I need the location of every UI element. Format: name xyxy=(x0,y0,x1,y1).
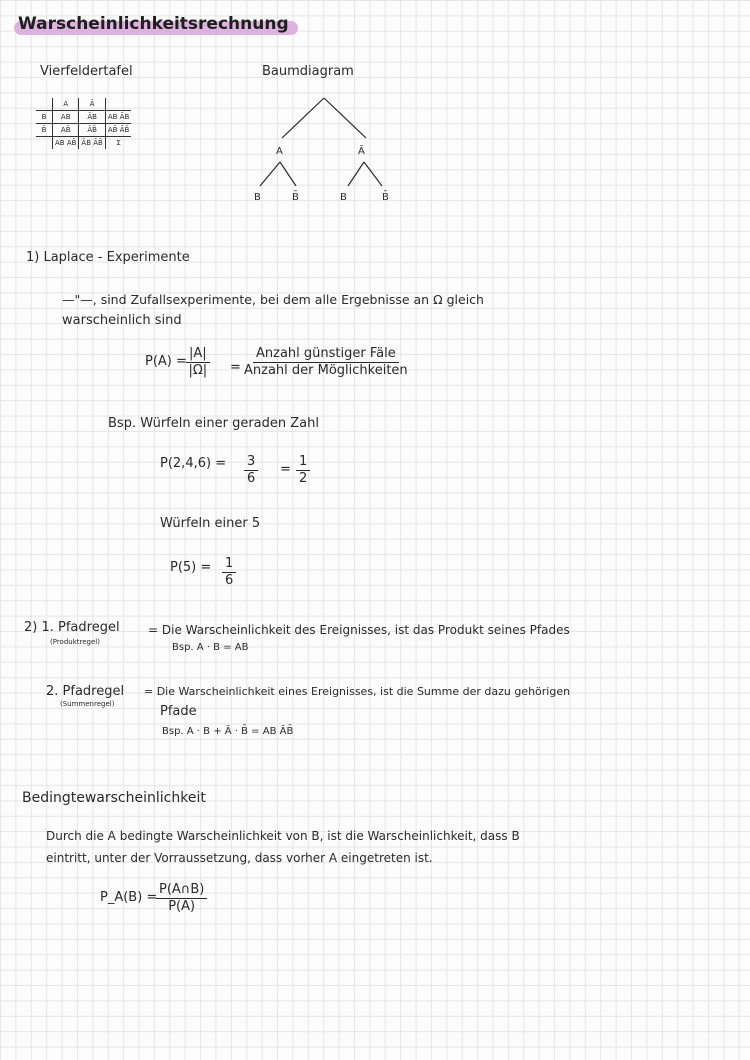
laplace-example-label: Bsp. Würfeln einer geraden Zahl xyxy=(108,416,319,431)
fraction-denominator: Anzahl der Möglichkeiten xyxy=(244,363,408,378)
table-row xyxy=(36,98,131,111)
pfadregel1-example: Bsp. A · B = AB xyxy=(172,642,249,653)
laplace-formula-lhs: P(A) = xyxy=(145,354,187,369)
example1-lhs: P(2,4,6) = xyxy=(160,456,227,471)
fraction-denominator: 6 xyxy=(247,471,256,486)
table-cell: A xyxy=(53,98,79,111)
tree-diagram xyxy=(240,88,420,208)
baumdiagram-label: Baumdiagram xyxy=(262,64,354,79)
vierfeldertafel-label: Vierfeldertafel xyxy=(40,64,133,79)
tree-branch xyxy=(324,98,366,138)
fraction-numerator: |A| xyxy=(186,346,210,363)
example1-fraction xyxy=(244,454,258,487)
tree-branch xyxy=(282,98,324,138)
tree-node-a-bar: Ā xyxy=(358,146,365,157)
tree-branch xyxy=(260,162,280,186)
example1-result-fraction xyxy=(296,454,310,487)
pfadregel1-text: = Die Warscheinlichkeit des Ereignisses, ist das Produkt seines Pfades xyxy=(148,623,570,637)
table-cell: AB̄ ĀB̄ xyxy=(105,124,131,137)
page-title: Warscheinlichkeitsrechnung xyxy=(18,14,289,34)
table-cell: B xyxy=(36,111,53,124)
laplace-fraction-words xyxy=(244,346,408,379)
table-cell xyxy=(36,137,53,150)
table-row xyxy=(36,137,131,150)
example2-fraction xyxy=(222,556,236,589)
pfadregel2-text-line1: = Die Warscheinlichkeit eines Ereignisses, ist die Summe der dazu gehörigen xyxy=(144,685,571,698)
example2-lhs: P(5) = xyxy=(170,560,212,575)
table-cell xyxy=(36,98,53,111)
bedingt-text-line2: eintritt, unter der Vorraussetzung, dass vorher A eingetreten ist. xyxy=(46,851,433,865)
laplace-heading: 1) Laplace - Experimente xyxy=(26,250,190,265)
fraction-denominator: 6 xyxy=(225,573,234,588)
pfadregel1-heading: 2) 1. Pfadregel xyxy=(24,620,120,635)
fraction-denominator: P(A) xyxy=(168,899,196,914)
table-row xyxy=(36,111,131,124)
table-cell: Ā xyxy=(79,98,105,111)
fraction-numerator: 1 xyxy=(222,556,236,573)
fraction-denominator: |Ω| xyxy=(188,363,208,378)
tree-node-a: A xyxy=(276,146,283,157)
pfadregel2-sub: (Summenregel) xyxy=(60,700,115,708)
table-cell: AB̄ xyxy=(53,124,79,137)
pfadregel2-example: Bsp. A · B + Ā · B̄ = AB ĀB̄ xyxy=(162,726,294,737)
bedingt-heading: Bedingtewarscheinlichkeit xyxy=(22,790,206,806)
fraction-denominator: 2 xyxy=(299,471,308,486)
table-cell: AB ĀB xyxy=(105,111,131,124)
tree-node-b-bar: B̄ xyxy=(382,192,389,203)
table-row xyxy=(36,124,131,137)
pfadregel1-sub: (Produktregel) xyxy=(50,638,100,646)
table-cell: ĀB̄ xyxy=(79,124,105,137)
fraction-numerator: 3 xyxy=(244,454,258,471)
laplace-text-line1: —"—, sind Zufallsexperimente, bei dem alle Ergebnisse an Ω gleich xyxy=(62,292,484,307)
equals-sign: = xyxy=(280,462,291,477)
fraction-numerator: 1 xyxy=(296,454,310,471)
tree-node-b: B xyxy=(254,192,261,203)
pfadregel2-text-line2: Pfade xyxy=(160,704,197,719)
tree-node-b-bar: B̄ xyxy=(292,192,299,203)
equals-sign: = xyxy=(230,360,241,375)
tree-branch xyxy=(280,162,296,186)
bedingt-text-line1: Durch die A bedingte Warscheinlichkeit von B, ist die Warscheinlichkeit, dass B xyxy=(46,829,520,843)
table-cell: Σ xyxy=(105,137,131,150)
fraction-numerator: P(A∩B) xyxy=(156,882,207,899)
table-cell: ĀB ĀB̄ xyxy=(79,137,105,150)
bedingt-fraction xyxy=(156,882,207,915)
example2-label: Würfeln einer 5 xyxy=(160,516,261,531)
tree-branch xyxy=(348,162,364,186)
tree-node-b: B xyxy=(340,192,347,203)
fraction-numerator: Anzahl günstiger Fäle xyxy=(253,346,399,363)
table-cell: AB xyxy=(53,111,79,124)
laplace-text-line2: warscheinlich sind xyxy=(62,313,182,328)
laplace-fraction-sets xyxy=(186,346,210,379)
bedingt-formula-lhs: P_A(B) = xyxy=(100,890,158,905)
pfadregel2-heading: 2. Pfadregel xyxy=(46,684,125,699)
table-cell xyxy=(105,98,131,111)
table-cell: ĀB xyxy=(79,111,105,124)
table-cell: B̄ xyxy=(36,124,53,137)
table-cell: AB AB̄ xyxy=(53,137,79,150)
tree-branch xyxy=(364,162,382,186)
vierfeldertafel-table xyxy=(36,98,131,149)
